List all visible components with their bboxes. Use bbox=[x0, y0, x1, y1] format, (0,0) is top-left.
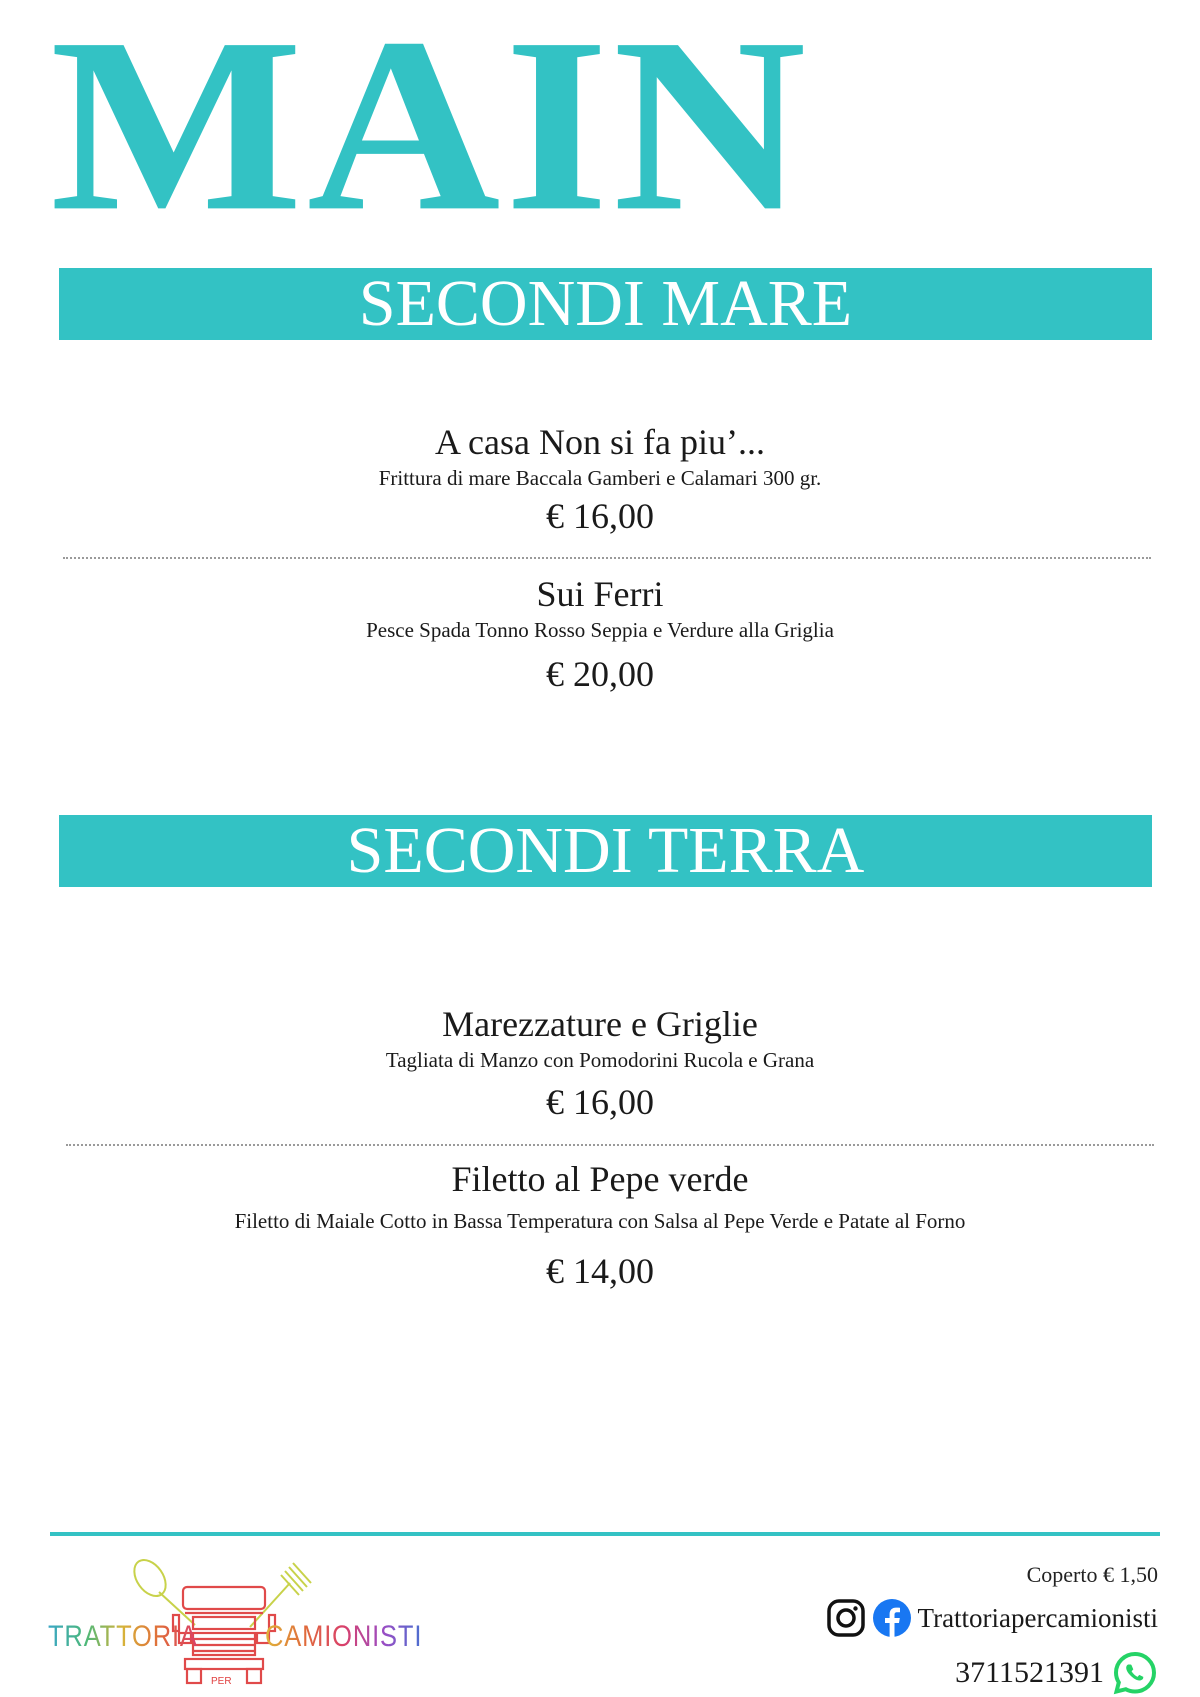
item-price: € 20,00 bbox=[546, 654, 654, 694]
section-heading-terra: SECONDI TERRA bbox=[59, 815, 1152, 887]
fork-icon bbox=[250, 1563, 311, 1627]
whatsapp-icon[interactable] bbox=[1112, 1650, 1158, 1696]
item-description: Tagliata di Manzo con Pomodorini Rucola e Grana bbox=[385, 1048, 815, 1072]
item-price: € 16,00 bbox=[546, 1082, 654, 1122]
page-title: MAIN bbox=[50, 0, 811, 263]
menu-item bbox=[0, 1002, 1200, 1126]
item-description: Pesce Spada Tonno Rosso Seppia e Verdure alla Griglia bbox=[366, 618, 834, 642]
menu-item bbox=[0, 420, 1200, 540]
item-separator bbox=[66, 1144, 1154, 1146]
instagram-icon[interactable] bbox=[826, 1598, 866, 1638]
item-name: Filetto al Pepe verde bbox=[451, 1159, 749, 1199]
section-heading-mare: SECONDI MARE bbox=[59, 268, 1152, 340]
menu-item bbox=[0, 1157, 1200, 1295]
social-row bbox=[826, 1598, 1158, 1638]
footer-divider bbox=[50, 1532, 1160, 1536]
item-price: € 16,00 bbox=[546, 496, 654, 536]
logo-text-small: PER bbox=[211, 1676, 232, 1687]
item-price: € 14,00 bbox=[546, 1251, 654, 1291]
logo-text-right bbox=[265, 1620, 422, 1654]
phone-number[interactable]: 3711521391 bbox=[955, 1656, 1104, 1689]
logo-word-camionisti: CAMIONISTI bbox=[265, 1620, 423, 1653]
item-name: Sui Ferri bbox=[536, 574, 664, 614]
item-name: Marezzature e Griglie bbox=[442, 1004, 758, 1044]
phone-row bbox=[826, 1650, 1158, 1696]
item-description: Frittura di mare Baccala Gamberi e Calamari 300 gr. bbox=[378, 466, 822, 490]
menu-item bbox=[0, 572, 1200, 698]
spoon-icon bbox=[128, 1555, 195, 1625]
item-separator bbox=[63, 557, 1151, 559]
social-handle[interactable]: Trattoriapercamionisti bbox=[917, 1602, 1158, 1633]
item-name: A casa Non si fa piu’... bbox=[435, 422, 765, 462]
logo-text-left bbox=[48, 1620, 198, 1654]
item-description: Filetto di Maiale Cotto in Bassa Temperatura con Salsa al Pepe Verde e Patate al Forno bbox=[234, 1209, 966, 1233]
footer-contacts bbox=[826, 1560, 1158, 1696]
logo-word-trattoria: TRATTORIA bbox=[48, 1620, 198, 1653]
coperto-charge: Coperto € 1,50 bbox=[1026, 1562, 1158, 1587]
facebook-icon[interactable] bbox=[872, 1598, 912, 1638]
